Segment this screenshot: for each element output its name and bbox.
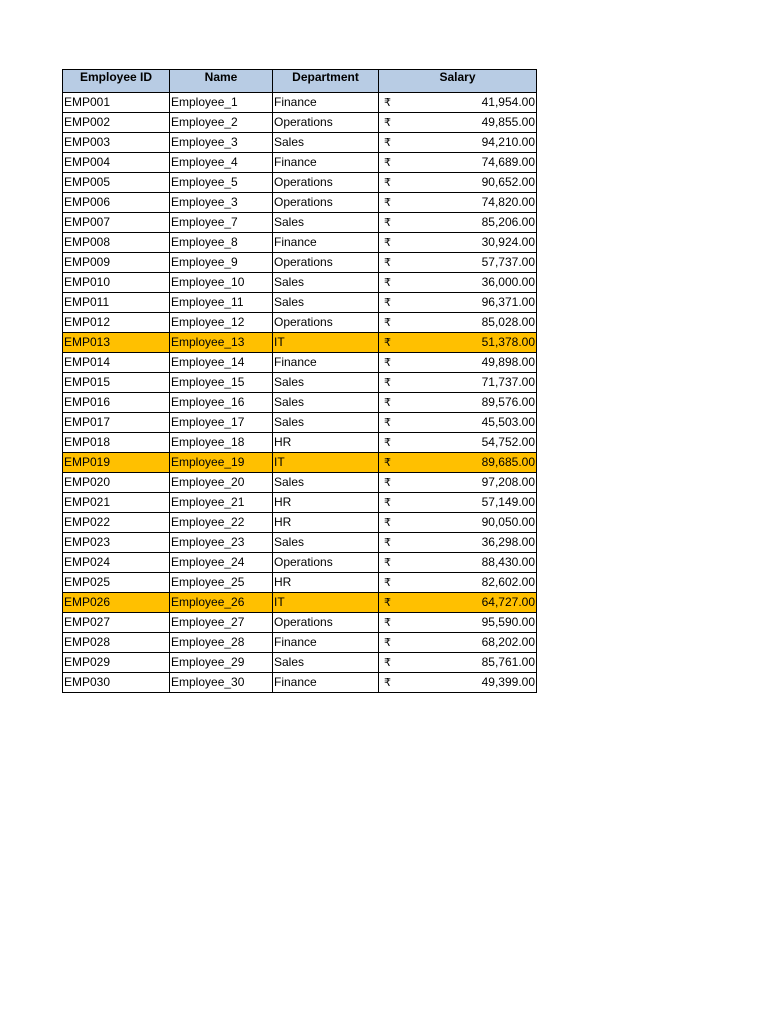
cell-employee-id[interactable]: EMP024 [63, 553, 170, 573]
cell-department[interactable]: Sales [273, 133, 379, 153]
table-row [63, 593, 537, 613]
cell-employee-id[interactable]: EMP030 [63, 673, 170, 693]
rupee-currency-symbol: ₹ [384, 136, 391, 149]
rupee-currency-symbol: ₹ [384, 236, 391, 249]
cell-salary[interactable] [379, 193, 537, 213]
cell-department[interactable]: HR [273, 513, 379, 533]
cell-salary[interactable] [379, 113, 537, 133]
rupee-currency-symbol: ₹ [384, 216, 391, 229]
cell-employee-id[interactable]: EMP010 [63, 273, 170, 293]
cell-department[interactable]: Sales [273, 533, 379, 553]
header-name[interactable]: Name [170, 70, 273, 93]
table-row [63, 613, 537, 633]
salary-amount: 30,924.00 [481, 235, 535, 249]
table-row [63, 133, 537, 153]
cell-salary[interactable] [379, 213, 537, 233]
cell-name[interactable]: Employee_16 [170, 393, 273, 413]
salary-value-wrap [380, 553, 535, 572]
cell-department[interactable]: Sales [273, 473, 379, 493]
cell-employee-id[interactable]: EMP007 [63, 213, 170, 233]
salary-amount: 57,737.00 [481, 255, 535, 269]
salary-value-wrap [380, 633, 535, 652]
table-row [63, 533, 537, 553]
salary-amount: 68,202.00 [481, 635, 535, 649]
salary-amount: 57,149.00 [481, 495, 535, 509]
cell-salary[interactable] [379, 513, 537, 533]
cell-name[interactable]: Employee_23 [170, 533, 273, 553]
rupee-currency-symbol: ₹ [384, 296, 391, 309]
salary-value-wrap [380, 473, 535, 492]
cell-department[interactable]: Finance [273, 673, 379, 693]
cell-employee-id[interactable]: EMP012 [63, 313, 170, 333]
cell-salary[interactable] [379, 653, 537, 673]
cell-name[interactable]: Employee_3 [170, 193, 273, 213]
salary-value-wrap [380, 393, 535, 412]
salary-value-wrap [380, 533, 535, 552]
cell-employee-id[interactable]: EMP015 [63, 373, 170, 393]
salary-value-wrap [380, 573, 535, 592]
salary-amount: 49,898.00 [481, 355, 535, 369]
salary-value-wrap [380, 173, 535, 192]
salary-value-wrap [380, 613, 535, 632]
table-row [63, 673, 537, 693]
rupee-currency-symbol: ₹ [384, 476, 391, 489]
rupee-currency-symbol: ₹ [384, 256, 391, 269]
header-department[interactable]: Department [273, 70, 379, 93]
cell-department[interactable]: Operations [273, 313, 379, 333]
rupee-currency-symbol: ₹ [384, 636, 391, 649]
table-row [63, 193, 537, 213]
rupee-currency-symbol: ₹ [384, 596, 391, 609]
cell-name[interactable]: Employee_3 [170, 133, 273, 153]
salary-value-wrap [380, 373, 535, 392]
salary-amount: 90,050.00 [481, 515, 535, 529]
cell-employee-id[interactable]: EMP019 [63, 453, 170, 473]
cell-department[interactable]: Sales [273, 373, 379, 393]
salary-value-wrap [380, 493, 535, 512]
cell-department[interactable]: Sales [273, 653, 379, 673]
cell-name[interactable]: Employee_9 [170, 253, 273, 273]
cell-name[interactable]: Employee_17 [170, 413, 273, 433]
table-row [63, 373, 537, 393]
table-row [63, 253, 537, 273]
table-row [63, 433, 537, 453]
table-row [63, 353, 537, 373]
salary-value-wrap [380, 313, 535, 332]
cell-department[interactable]: Operations [273, 553, 379, 573]
cell-employee-id[interactable]: EMP017 [63, 413, 170, 433]
salary-amount: 36,000.00 [481, 275, 535, 289]
cell-salary[interactable] [379, 553, 537, 573]
table-row [63, 313, 537, 333]
salary-amount: 74,820.00 [481, 195, 535, 209]
cell-employee-id[interactable]: EMP025 [63, 573, 170, 593]
table-row [63, 573, 537, 593]
cell-department[interactable]: Sales [273, 293, 379, 313]
cell-employee-id[interactable]: EMP011 [63, 293, 170, 313]
cell-department[interactable]: IT [273, 453, 379, 473]
salary-value-wrap [380, 93, 535, 112]
cell-department[interactable]: Operations [273, 113, 379, 133]
salary-value-wrap [380, 513, 535, 532]
cell-employee-id[interactable]: EMP027 [63, 613, 170, 633]
cell-salary[interactable] [379, 153, 537, 173]
cell-employee-id[interactable]: EMP021 [63, 493, 170, 513]
cell-name[interactable]: Employee_7 [170, 213, 273, 233]
cell-name[interactable]: Employee_15 [170, 373, 273, 393]
salary-amount: 88,430.00 [481, 555, 535, 569]
cell-name[interactable]: Employee_27 [170, 613, 273, 633]
rupee-currency-symbol: ₹ [384, 196, 391, 209]
rupee-currency-symbol: ₹ [384, 456, 391, 469]
cell-department[interactable]: Operations [273, 253, 379, 273]
rupee-currency-symbol: ₹ [384, 376, 391, 389]
cell-salary[interactable] [379, 673, 537, 693]
rupee-currency-symbol: ₹ [384, 156, 391, 169]
salary-value-wrap [380, 353, 535, 372]
rupee-currency-symbol: ₹ [384, 416, 391, 429]
cell-name[interactable]: Employee_5 [170, 173, 273, 193]
salary-value-wrap [380, 293, 535, 312]
rupee-currency-symbol: ₹ [384, 336, 391, 349]
rupee-currency-symbol: ₹ [384, 356, 391, 369]
table-row [63, 293, 537, 313]
salary-value-wrap [380, 153, 535, 172]
cell-name[interactable]: Employee_12 [170, 313, 273, 333]
salary-value-wrap [380, 433, 535, 452]
salary-amount: 89,685.00 [481, 455, 535, 469]
cell-employee-id[interactable]: EMP013 [63, 333, 170, 353]
cell-department[interactable]: Finance [273, 153, 379, 173]
rupee-currency-symbol: ₹ [384, 496, 391, 509]
cell-department[interactable]: Operations [273, 173, 379, 193]
salary-value-wrap [380, 193, 535, 212]
cell-name[interactable]: Employee_29 [170, 653, 273, 673]
salary-amount: 45,503.00 [481, 415, 535, 429]
salary-value-wrap [380, 653, 535, 672]
salary-value-wrap [380, 453, 535, 472]
salary-amount: 71,737.00 [481, 375, 535, 389]
table-row [63, 273, 537, 293]
table-row [63, 553, 537, 573]
salary-amount: 54,752.00 [481, 435, 535, 449]
salary-amount: 89,576.00 [481, 395, 535, 409]
cell-salary[interactable] [379, 373, 537, 393]
cell-department[interactable]: Sales [273, 273, 379, 293]
cell-name[interactable]: Employee_10 [170, 273, 273, 293]
cell-name[interactable]: Employee_8 [170, 233, 273, 253]
rupee-currency-symbol: ₹ [384, 276, 391, 289]
cell-department[interactable]: Finance [273, 633, 379, 653]
cell-salary[interactable] [379, 93, 537, 113]
cell-salary[interactable] [379, 613, 537, 633]
cell-employee-id[interactable]: EMP022 [63, 513, 170, 533]
cell-department[interactable]: HR [273, 573, 379, 593]
cell-name[interactable]: Employee_24 [170, 553, 273, 573]
rupee-currency-symbol: ₹ [384, 436, 391, 449]
cell-department[interactable]: Sales [273, 413, 379, 433]
cell-salary[interactable] [379, 273, 537, 293]
cell-salary[interactable] [379, 533, 537, 553]
cell-employee-id[interactable]: EMP004 [63, 153, 170, 173]
table-row [63, 393, 537, 413]
header-employee-id[interactable]: Employee ID [63, 70, 170, 93]
cell-salary[interactable] [379, 413, 537, 433]
header-salary[interactable]: Salary [379, 70, 537, 93]
cell-name[interactable]: Employee_18 [170, 433, 273, 453]
cell-salary[interactable] [379, 573, 537, 593]
cell-salary[interactable] [379, 433, 537, 453]
cell-name[interactable]: Employee_1 [170, 93, 273, 113]
cell-salary[interactable] [379, 253, 537, 273]
table-body [63, 93, 537, 693]
cell-employee-id[interactable]: EMP009 [63, 253, 170, 273]
salary-amount: 41,954.00 [481, 95, 535, 109]
table-row [63, 453, 537, 473]
cell-salary[interactable] [379, 313, 537, 333]
salary-amount: 64,727.00 [481, 595, 535, 609]
cell-employee-id[interactable]: EMP028 [63, 633, 170, 653]
rupee-currency-symbol: ₹ [384, 516, 391, 529]
table-row [63, 653, 537, 673]
cell-salary[interactable] [379, 293, 537, 313]
cell-employee-id[interactable]: EMP026 [63, 593, 170, 613]
table-row [63, 153, 537, 173]
cell-salary[interactable] [379, 233, 537, 253]
cell-name[interactable]: Employee_2 [170, 113, 273, 133]
cell-department[interactable]: Operations [273, 613, 379, 633]
cell-name[interactable]: Employee_11 [170, 293, 273, 313]
cell-employee-id[interactable]: EMP016 [63, 393, 170, 413]
salary-amount: 49,855.00 [481, 115, 535, 129]
cell-salary[interactable] [379, 173, 537, 193]
table-row [63, 173, 537, 193]
cell-department[interactable]: Finance [273, 233, 379, 253]
cell-name[interactable]: Employee_25 [170, 573, 273, 593]
table-row [63, 113, 537, 133]
cell-department[interactable]: Operations [273, 193, 379, 213]
salary-amount: 97,208.00 [481, 475, 535, 489]
rupee-currency-symbol: ₹ [384, 536, 391, 549]
rupee-currency-symbol: ₹ [384, 116, 391, 129]
cell-salary[interactable] [379, 453, 537, 473]
cell-employee-id[interactable]: EMP008 [63, 233, 170, 253]
rupee-currency-symbol: ₹ [384, 396, 391, 409]
cell-name[interactable]: Employee_28 [170, 633, 273, 653]
cell-employee-id[interactable]: EMP003 [63, 133, 170, 153]
cell-employee-id[interactable]: EMP020 [63, 473, 170, 493]
salary-amount: 82,602.00 [481, 575, 535, 589]
salary-value-wrap [380, 273, 535, 292]
cell-employee-id[interactable]: EMP014 [63, 353, 170, 373]
rupee-currency-symbol: ₹ [384, 656, 391, 669]
salary-amount: 74,689.00 [481, 155, 535, 169]
salary-value-wrap [380, 213, 535, 232]
rupee-currency-symbol: ₹ [384, 96, 391, 109]
table-row [63, 93, 537, 113]
cell-employee-id[interactable]: EMP001 [63, 93, 170, 113]
cell-salary[interactable] [379, 473, 537, 493]
cell-department[interactable]: IT [273, 333, 379, 353]
cell-department[interactable]: Sales [273, 393, 379, 413]
salary-value-wrap [380, 413, 535, 432]
cell-department[interactable]: HR [273, 493, 379, 513]
cell-name[interactable]: Employee_26 [170, 593, 273, 613]
table-row [63, 493, 537, 513]
rupee-currency-symbol: ₹ [384, 316, 391, 329]
cell-employee-id[interactable]: EMP006 [63, 193, 170, 213]
table-row [63, 413, 537, 433]
cell-employee-id[interactable]: EMP002 [63, 113, 170, 133]
cell-name[interactable]: Employee_13 [170, 333, 273, 353]
salary-amount: 90,652.00 [481, 175, 535, 189]
salary-value-wrap [380, 333, 535, 352]
table-row [63, 513, 537, 533]
cell-employee-id[interactable]: EMP023 [63, 533, 170, 553]
rupee-currency-symbol: ₹ [384, 676, 391, 689]
salary-value-wrap [380, 253, 535, 272]
table-row [63, 213, 537, 233]
table-row [63, 473, 537, 493]
salary-value-wrap [380, 113, 535, 132]
cell-salary[interactable] [379, 353, 537, 373]
salary-amount: 85,206.00 [481, 215, 535, 229]
cell-name[interactable]: Employee_14 [170, 353, 273, 373]
salary-amount: 94,210.00 [481, 135, 535, 149]
salary-amount: 85,028.00 [481, 315, 535, 329]
cell-employee-id[interactable]: EMP005 [63, 173, 170, 193]
salary-value-wrap [380, 673, 535, 692]
rupee-currency-symbol: ₹ [384, 176, 391, 189]
cell-salary[interactable] [379, 133, 537, 153]
salary-value-wrap [380, 233, 535, 252]
cell-salary[interactable] [379, 333, 537, 353]
rupee-currency-symbol: ₹ [384, 556, 391, 569]
table-row [63, 233, 537, 253]
cell-name[interactable]: Employee_4 [170, 153, 273, 173]
salary-value-wrap [380, 133, 535, 152]
cell-name[interactable]: Employee_20 [170, 473, 273, 493]
salary-amount: 85,761.00 [481, 655, 535, 669]
cell-department[interactable]: Finance [273, 353, 379, 373]
cell-name[interactable]: Employee_22 [170, 513, 273, 533]
salary-amount: 96,371.00 [481, 295, 535, 309]
cell-name[interactable]: Employee_30 [170, 673, 273, 693]
cell-department[interactable]: HR [273, 433, 379, 453]
salary-amount: 51,378.00 [481, 335, 535, 349]
rupee-currency-symbol: ₹ [384, 576, 391, 589]
rupee-currency-symbol: ₹ [384, 616, 391, 629]
salary-value-wrap [380, 593, 535, 612]
employee-salary-table [62, 69, 537, 693]
cell-department[interactable]: Finance [273, 93, 379, 113]
salary-amount: 49,399.00 [481, 675, 535, 689]
cell-salary[interactable] [379, 393, 537, 413]
table-row [63, 333, 537, 353]
cell-department[interactable]: IT [273, 593, 379, 613]
cell-employee-id[interactable]: EMP018 [63, 433, 170, 453]
header-row [63, 70, 537, 93]
table-row [63, 633, 537, 653]
salary-amount: 95,590.00 [481, 615, 535, 629]
cell-salary[interactable] [379, 493, 537, 513]
cell-salary[interactable] [379, 593, 537, 613]
salary-amount: 36,298.00 [481, 535, 535, 549]
cell-name[interactable]: Employee_21 [170, 493, 273, 513]
cell-name[interactable]: Employee_19 [170, 453, 273, 473]
cell-employee-id[interactable]: EMP029 [63, 653, 170, 673]
cell-salary[interactable] [379, 633, 537, 653]
cell-department[interactable]: Sales [273, 213, 379, 233]
